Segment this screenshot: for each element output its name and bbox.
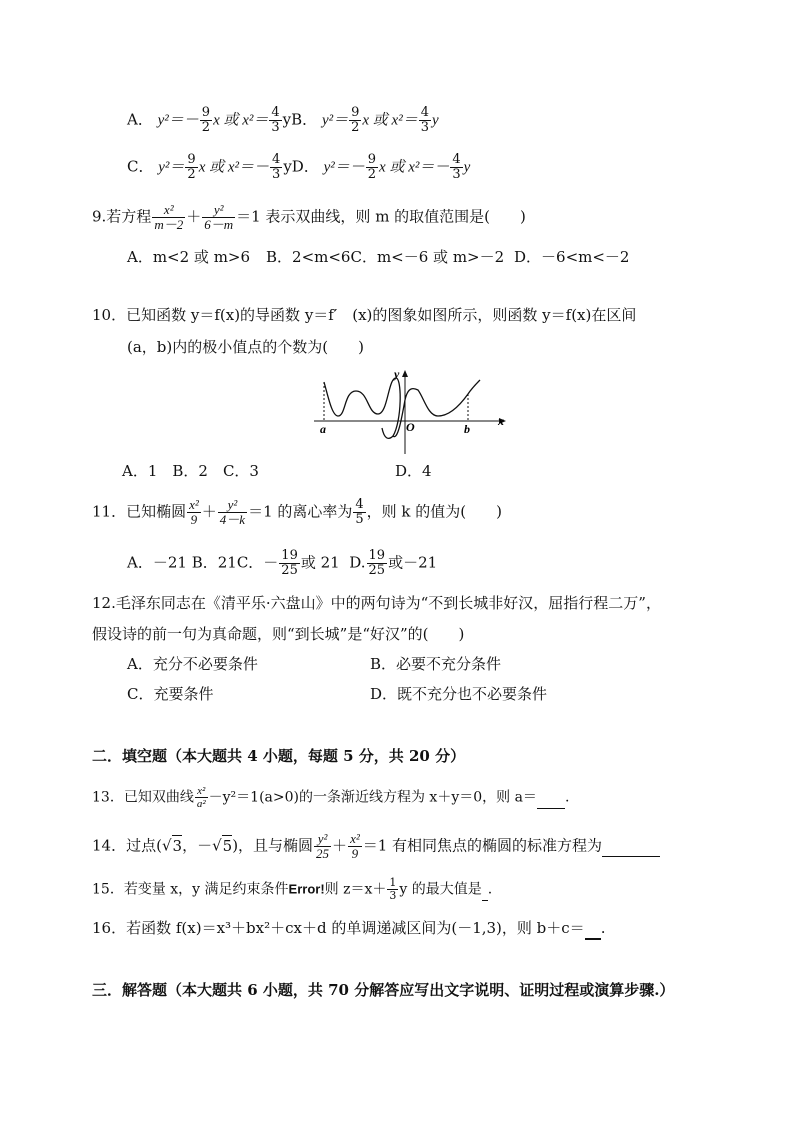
q13-pre: 13．已知双曲线 [92,789,194,806]
q8-b-pre: y²＝ [321,112,349,129]
q11-pre: 11．已知椭圆 [92,502,187,521]
q12-option-d: D．既不充分也不必要条件 [370,685,548,703]
q8-b-frac1: $\frac{9}{2}$ [351,105,360,135]
q9-option-bc: B．2<m<6C．m<－6 或 m>－2 [266,248,505,266]
q15-error-text: Error! [288,881,325,897]
q11-stem [92,498,502,527]
derivative-curve [324,378,480,438]
q14-plus: ＋ [332,836,348,855]
q11-option-bc: B．21C．－ [191,553,279,572]
q10-options-abc: A．1 B．2 C．3 [122,462,259,480]
q8-options-cd [127,153,470,182]
q9-post: ＝1 表示双曲线，则 m 的取值范围是( ) [236,207,526,226]
y-label: y [394,367,400,381]
q15-pre: 15．若变量 x，y 满足约束条件 [92,881,289,898]
q12-stem-line1: 12.毛泽东同志在《清平乐·六盘山》中的两句诗为“不到长城非好汉，屈指行程二万”， [92,594,661,612]
q8-c-label: C． [127,157,154,176]
q11-c-post: 或 21 [300,553,340,572]
q9-stem [92,203,526,232]
q13-frac: $\frac{\text{x²}}{\text{a²}}$ [196,785,206,810]
q11-d-frac: $\frac{19}{25}$ [368,548,386,578]
q11-post: ，则 k 的值为( ) [366,502,502,521]
section-2-title: 二．填空题（本大题共 4 小题，每题 5 分，共 20 分） [92,747,466,765]
q10-derivative-graph [310,366,510,456]
q11-c-frac: $\frac{19}{25}$ [281,548,298,578]
q16-text: 16．若函数 f(x)＝x³＋bx²＋cx＋d 的单调递减区间为(－1,3)，则 b＋c＝ [92,919,585,937]
q15-frac: $\frac{1}{3}$ [389,876,397,902]
q14-post: ＝1 有相同焦点的椭圆的标准方程为 [362,836,603,855]
q9-option-d: D．－6<m<－2 [514,248,630,266]
q8-b-end: y [432,112,439,129]
q14-frac2: $\frac{\text{x²}}{9}$ [350,831,360,861]
q13-answer-blank[interactable] [537,788,565,809]
q14: 14．过点(√3，－√5)，且与椭圆 $\frac{\text{y²}}{25}$ ＋ $\frac{\text{x²}}{9}$ ＝1 有相同焦点的椭圆的标准方程为 [92,832,660,861]
q8-d-pre: y²＝－ [323,159,365,176]
q16-end: . [600,919,606,937]
q14-pre: 14．过点( [92,836,162,855]
q13-end: . [564,789,570,806]
q15-mid: 则 z＝x＋ [324,881,387,898]
q9-frac2: $\frac{\text{y²}}{6-m}$ [204,202,234,232]
q9-frac1: $\frac{\text{x²}}{m-2}$ [154,202,184,232]
q9-option-a: A．m<2 或 m>6 [127,248,251,266]
q11-plus: ＋ [201,502,217,521]
q12-stem-line2: 假设诗的前一句为真命题，则“到长城”是“好汉”的( ) [92,625,465,643]
q15-end: . [487,881,493,898]
q16-answer-blank[interactable] [585,918,601,940]
q11-mid: ＝1 的离心率为 [248,502,353,521]
q8-c-mid: x 或 x²＝－ [198,159,270,176]
q9-pre: 9.若方程 [92,207,152,226]
q10-stem-line1: 10．已知函数 y＝f(x)的导函数 y＝f′ (x)的图象如图所示，则函数 y＝f(x)在区间 [92,306,637,324]
q9-plus: ＋ [186,207,202,226]
q12-option-a: A．充分不必要条件 [127,655,258,673]
q11-d-post: 或－21 [388,553,438,572]
q11-options [127,549,437,578]
q14-root2: 5 [222,836,233,855]
q8-a-pre: y²＝－ [157,112,199,129]
q14-answer-blank[interactable] [602,836,660,857]
q8-a-label: A． [127,110,153,129]
y-axis-arrow [402,370,408,377]
q8-d-end: y [463,159,471,176]
q14-frac1: $\frac{\text{y²}}{25}$ [316,831,330,861]
origin-label: O [406,420,415,434]
q8-c-frac1: $\frac{9}{2}$ [187,152,196,182]
q12-option-c: C．充要条件 [127,685,214,703]
q8-c-pre: y²＝ [158,159,185,176]
q10-option-d: D．4 [395,462,432,480]
q13-post: －y²＝1(a>0)的一条渐近线方程为 x＋y＝0，则 a＝ [208,789,537,806]
q8-c-frac2: $\frac{4}{3}$ [272,152,281,182]
q8-options-ab [127,106,439,135]
q12-option-b: B．必要不充分条件 [370,655,502,673]
q14-root1: 3 [172,836,183,855]
q8-a-frac1: $\frac{9}{2}$ [201,105,211,135]
q8-a-frac2: $\frac{4}{3}$ [271,105,280,135]
q8-b-mid: x 或 x²＝ [362,112,418,129]
q8-a-mid: x 或 x²＝ [213,112,269,129]
q8-b-frac2: $\frac{4}{3}$ [420,105,429,135]
b-label: b [464,422,470,436]
q11-option-a: A．－21 [127,553,187,572]
q15 [92,877,492,902]
q10-stem-line2: (a，b)内的极小值点的个数为( ) [127,338,364,356]
q15-post: y 的最大值是 [399,881,482,898]
x-label: x [498,414,504,428]
section-3-title: 三．解答题（本大题共 6 小题，共 70 分解答应写出文字说明、证明过程或演算步骤.） [92,981,675,999]
q11-frac1: $\frac{\text{x²}}{9}$ [189,497,199,527]
q13 [92,785,569,810]
q14-mid2: )，且与椭圆 [232,836,314,855]
q16 [92,918,605,940]
q8-d-frac1: $\frac{9}{2}$ [367,152,377,182]
q11-frac2: $\frac{\text{y²}}{4-k}$ [219,497,246,527]
q8-d-frac2: $\frac{4}{3}$ [452,152,461,182]
q8-d-label: yD． [283,157,319,176]
a-label: a [320,422,326,436]
q8-d-mid: x 或 x²＝－ [379,159,450,176]
q11-ecc: $\frac{4}{5}$ [355,497,364,527]
q14-mid: ，－ [182,836,213,855]
q8-b-label: yB． [282,110,318,129]
q11-d-label: D. [349,553,366,572]
